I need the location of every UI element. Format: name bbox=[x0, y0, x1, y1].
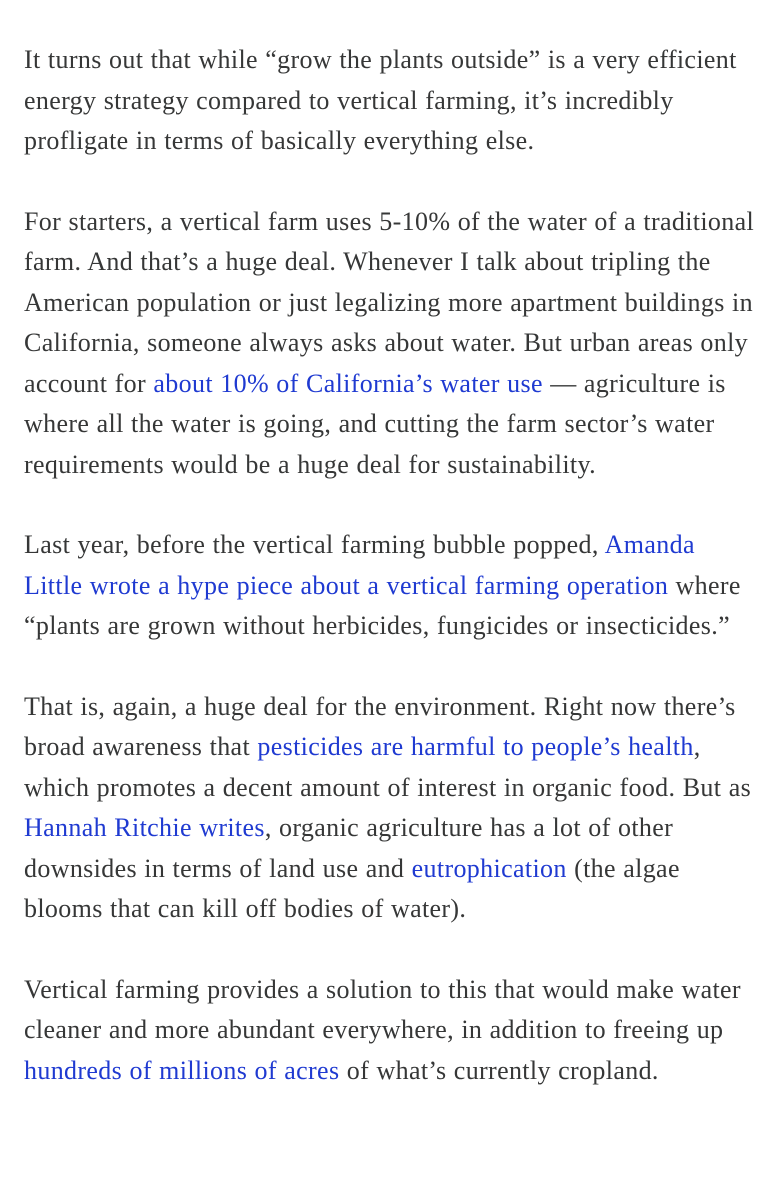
text-segment: , which promotes a decent amount of interest in organic food. But as bbox=[24, 732, 752, 802]
link-eutrophication[interactable]: eutrophication bbox=[411, 853, 567, 883]
text-segment: For starters, a vertical farm uses 5-10% of the water of a traditional farm. And that’s a huge deal. Whenever I talk about tripling the American population or just legalizing more apartment buildings in California, someone always asks about water. But urban areas only account for bbox=[24, 206, 755, 398]
link-california-water-use[interactable]: about 10% of California’s water use bbox=[153, 368, 543, 398]
text-segment: Vertical farming provides a solution to this that would make water cleaner and more abundant everywhere, in addition to freeing up bbox=[24, 974, 741, 1044]
text-segment: , organic agriculture has a lot of other downsides in terms of land use and bbox=[24, 813, 674, 883]
paragraph-1 bbox=[24, 40, 759, 162]
text-segment: of what’s currently cropland. bbox=[339, 1055, 659, 1085]
text-segment: Last year, before the vertical farming bubble popped, bbox=[24, 530, 605, 559]
text-segment: (the algae blooms that can kill off bodies of water). bbox=[24, 853, 680, 923]
text-segment: It turns out that while “grow the plants outside” is a very efficient energy strategy compared to vertical farming, it’s incredibly profligate in terms of basically everything else. bbox=[24, 45, 737, 155]
link-amanda-little-piece[interactable]: Amanda Little wrote a hype piece about a vertical farming operation bbox=[24, 530, 695, 600]
paragraph-5 bbox=[24, 970, 759, 1092]
link-millions-of-acres[interactable]: hundreds of millions of acres bbox=[24, 1055, 340, 1085]
link-hannah-ritchie[interactable]: Hannah Ritchie writes bbox=[24, 813, 265, 842]
text-segment: That is, again, a huge deal for the environment. Right now there’s broad awareness that bbox=[24, 691, 736, 761]
text-segment: where “plants are grown without herbicides, fungicides or insecticides.” bbox=[24, 570, 741, 640]
paragraph-2 bbox=[24, 202, 759, 486]
paragraph-3 bbox=[24, 525, 759, 647]
paragraph-4 bbox=[24, 687, 759, 930]
link-pesticides-health[interactable]: pesticides are harmful to people’s health bbox=[257, 732, 694, 761]
text-segment: — agriculture is where all the water is going, and cutting the farm sector’s water requirements would be a huge deal for sustainability. bbox=[24, 368, 726, 479]
